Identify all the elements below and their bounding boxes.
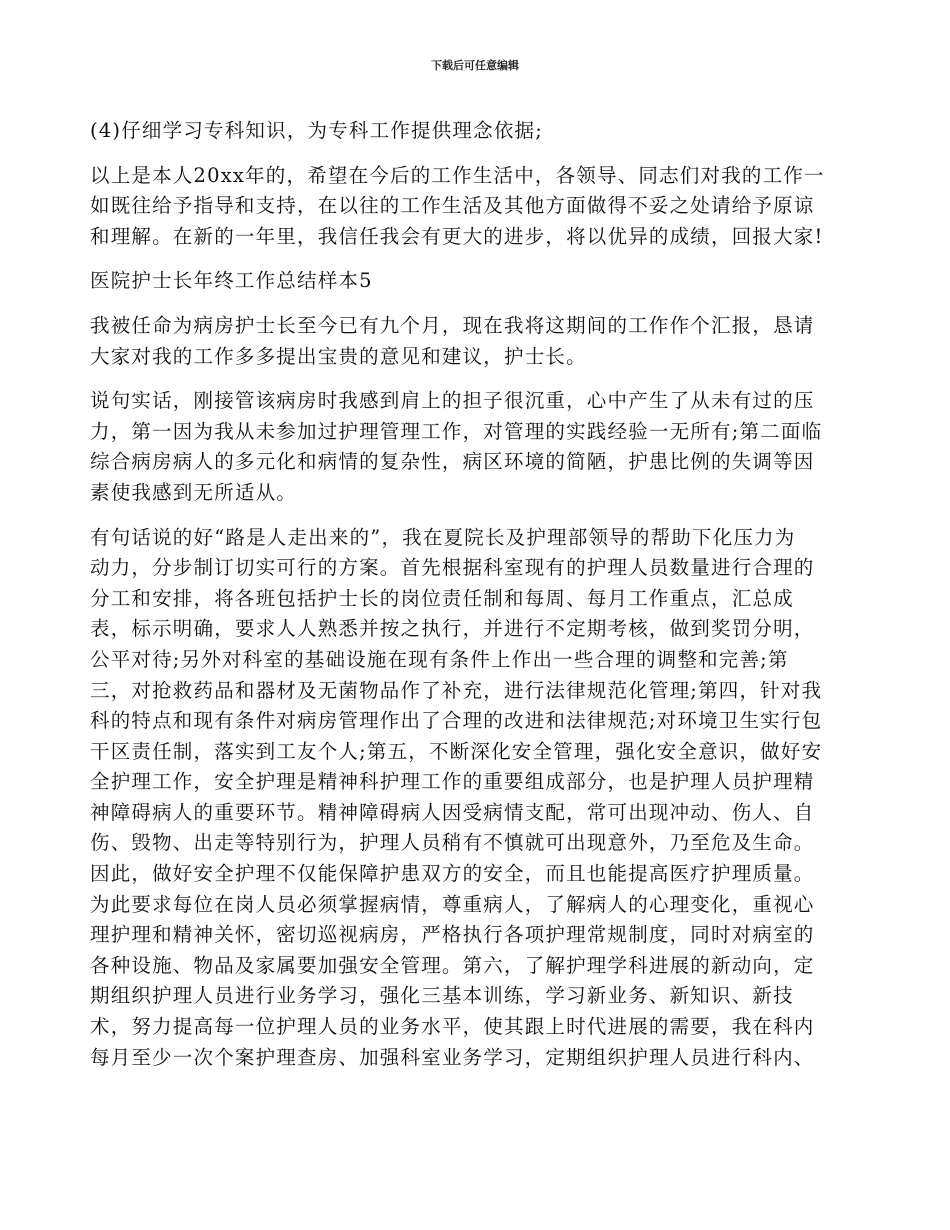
text-line: 全护理工作，安全护理是精神科护理工作的重要组成部分，也是护理人员护理精 [90,770,815,794]
text-line: 以上是本人20xx年的，希望在今后的工作生活中，各领导、同志们对我的工作一 [90,163,825,187]
paragraph-4 [90,386,862,508]
text-line: 为此要求每位在岗人员必须掌握病情，尊重病人，了解病人的心理变化，重视心 [90,892,815,916]
text-line: 理护理和精神关怀，密切巡视病房，严格执行各项护理常规制度，同时对病室的 [90,923,815,947]
text-line: 期组织护理人员进行业务学习，强化三基本训练，学习新业务、新知识、新技 [90,984,794,1008]
paragraph-5 [90,523,862,1074]
text-line: 医院护士长年终工作总结样本5 [90,269,373,293]
text-line: 术，努力提高每一位护理人员的业务水平，使其跟上时代进展的需要，我在科内 [90,1015,815,1039]
text-line: 三，对抢救药品和器材及无菌物品作了补充，进行法律规范化管理;第四，针对我 [90,678,823,702]
paragraph-2 [90,161,862,253]
text-line: (4)仔细学习专科知识，为专科工作提供理念依据; [90,119,543,142]
text-line: 素使我感到无所适从。 [90,480,298,504]
text-line: 大家对我的工作多多提出宝贵的意见和建议，护士长。 [90,344,587,368]
text-line: 每月至少一次个案护理查房、加强科室业务学习，定期组织护理人员进行科内、 [90,1045,815,1069]
text-line: 科的特点和现有条件对病房管理作出了合理的改进和法律规范;对环境卫生实行包 [90,709,823,733]
text-line: 有句话说的好“路是人走出来的”，我在夏院长及护理部领导的帮助下化压力为 [90,525,796,549]
text-line: 综合病房病人的多元化和病情的复杂性，病区环境的简陋，护患比例的失调等因 [90,450,815,474]
text-line: 表，标示明确，要求人人熟悉并按之执行，并进行不定期考核，做到奖罚分明， [90,617,815,641]
text-line: 神障碍病人的重要环节。精神障碍病人因受病情支配，常可出现冲动、伤人、自 [90,800,815,824]
page-header: 下载后可任意编辑 [431,59,519,72]
text-line: 干区责任制，落实到工友个人;第五，不断深化安全管理，强化安全意识，做好安 [90,739,823,763]
text-line: 因此，做好安全护理不仅能保障护患双方的安全，而且也能提高医疗护理质量。 [90,862,815,886]
text-line: 各种设施、物品及家属要加强安全管理。第六，了解护理学科进展的新动向，定 [90,953,815,977]
text-line: 说句实话，刚接管该病房时我感到肩上的担子很沉重，心中产生了从未有过的压 [90,389,815,413]
section-heading [90,266,862,297]
text-line: 力，第一因为我从未参加过护理管理工作，对管理的实践经验一无所有;第二面临 [90,419,823,443]
text-line: 如既往给予指导和支持，在以往的工作生活及其他方面做得不妥之处请给予原谅 [90,194,815,218]
text-line: 动力，分步制订切实可行的方案。首先根据科室现有的护理人员数量进行合理的 [90,556,815,580]
text-line: 伤、毁物、出走等特别行为，护理人员稍有不慎就可出现意外，乃至危及生命。 [90,831,815,855]
text-line: 我被任命为病房护士长至今已有九个月，现在我将这期间的工作作个汇报，恳请 [90,313,815,337]
text-line: 公平对待;另外对科室的基础设施在现有条件上作出一些合理的调整和完善;第 [90,647,789,671]
paragraph-3 [90,311,862,372]
text-line: 分工和安排，将各班包括护士长的岗位责任制和每周、每月工作重点，汇总成 [90,586,794,610]
document-body [90,116,862,1073]
paragraph-1 [90,116,862,147]
text-line: 和理解。在新的一年里，我信任我会有更大的进步，将以优异的成绩，回报大家! [90,224,824,248]
